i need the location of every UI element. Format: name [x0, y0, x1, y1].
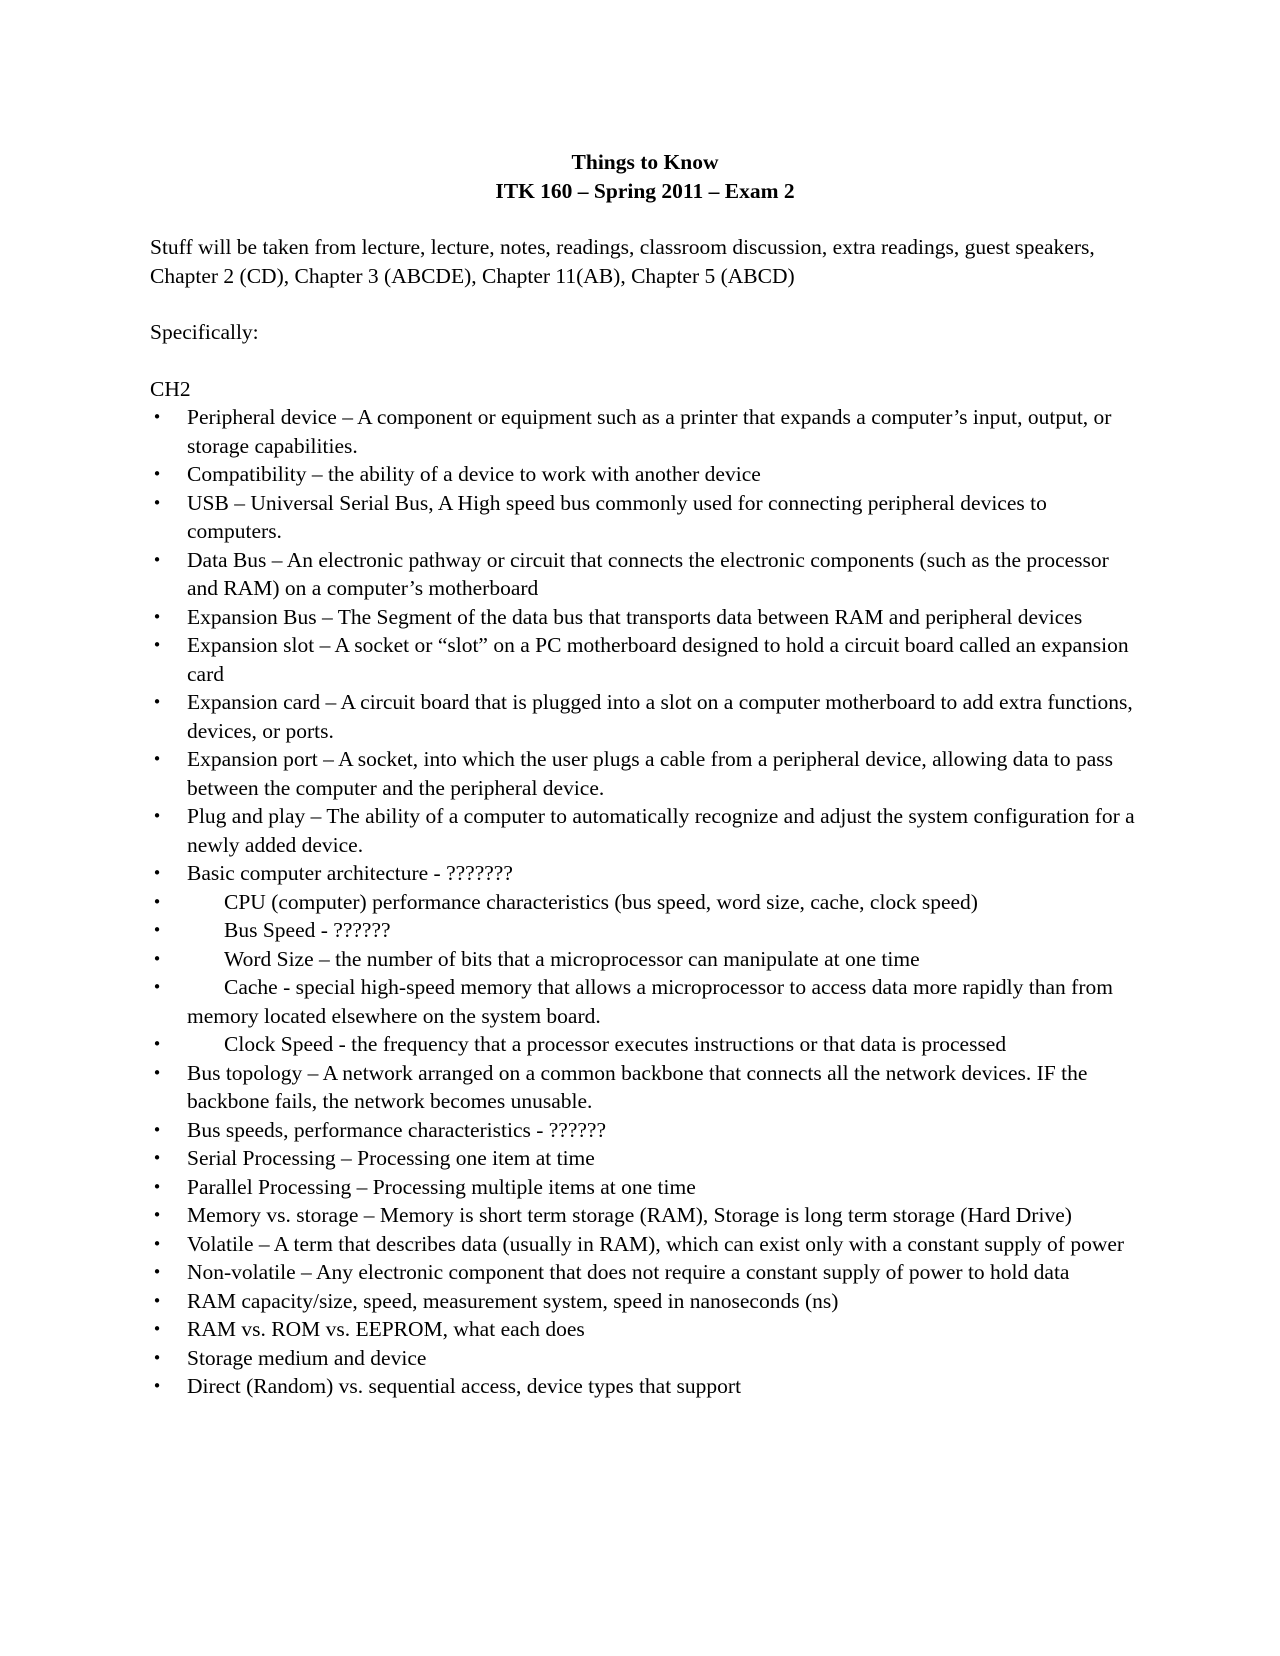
- list-item: • Basic computer architecture - ???????: [150, 859, 1140, 888]
- list-item: • Bus Speed - ??????: [150, 916, 1140, 945]
- bullet-icon: •: [152, 978, 162, 996]
- list-item: • USB – Universal Serial Bus, A High speed bus commonly used for connecting peripheral devices to computers.: [150, 489, 1140, 546]
- list-item: • Clock Speed - the frequency that a processor executes instructions or that data is processed: [150, 1030, 1140, 1059]
- bullet-icon: •: [152, 1320, 162, 1338]
- bullet-icon: •: [152, 807, 162, 825]
- bullet-icon: •: [152, 693, 162, 711]
- document-title: Things to Know: [571, 150, 719, 174]
- list-item: • Peripheral device – A component or equipment such as a printer that expands a computer’s input, output, or storage capabilities.: [150, 403, 1140, 460]
- list-item: • Expansion slot – A socket or “slot” on a PC motherboard designed to hold a circuit board called an expansion card: [150, 631, 1140, 688]
- intro-paragraph: Stuff will be taken from lecture, lecture, notes, readings, classroom discussion, extra readings, guest speakers, Chapter 2 (CD), Chapter 3 (ABCDE), Chapter 11(AB), Chapter 5 (ABCD): [150, 235, 1095, 288]
- bullet-icon: •: [152, 550, 162, 569]
- list-item: • Volatile – A term that describes data (usually in RAM), which can exist only with a constant supply of power: [150, 1230, 1140, 1259]
- document-subtitle: ITK 160 – Spring 2011 – Exam 2: [495, 178, 795, 203]
- specifically-label: Specifically:: [150, 320, 259, 344]
- bullet-icon: •: [152, 1177, 162, 1196]
- list-item: • Memory vs. storage – Memory is short term storage (RAM), Storage is long term storage (Hard Drive): [150, 1201, 1140, 1230]
- list-item: • Expansion card – A circuit board that is plugged into a slot on a computer motherboard to add extra functions, devices, or ports.: [150, 688, 1140, 745]
- bullet-icon: •: [152, 636, 162, 654]
- list-item: • Storage medium and device: [150, 1344, 1140, 1373]
- bullet-icon: •: [152, 864, 162, 882]
- bullet-icon: •: [152, 1063, 162, 1082]
- list-item: • RAM capacity/size, speed, measurement system, speed in nanoseconds (ns): [150, 1287, 1140, 1316]
- bullet-icon: •: [152, 1263, 162, 1281]
- bullet-list: [150, 403, 1140, 1401]
- bullet-icon: •: [152, 1120, 162, 1139]
- list-item: • Serial Processing – Processing one item at time: [150, 1144, 1140, 1173]
- bullet-icon: •: [152, 1348, 162, 1367]
- document-page: [150, 148, 1140, 1401]
- chapter-heading: CH2: [150, 376, 191, 401]
- bullet-icon: •: [152, 607, 162, 626]
- bullet-icon: •: [152, 408, 162, 426]
- list-item: • Compatibility – the ability of a device to work with another device: [150, 460, 1140, 489]
- list-item: • Bus topology – A network arranged on a common backbone that connects all the network devices. IF the backbone fails, the network becomes unusable.: [150, 1059, 1140, 1116]
- bullet-icon: •: [152, 1291, 162, 1310]
- bullet-icon: •: [152, 750, 162, 768]
- bullet-icon: •: [152, 1206, 162, 1224]
- bullet-icon: •: [152, 1377, 162, 1395]
- bullet-icon: •: [152, 892, 162, 911]
- bullet-icon: •: [152, 949, 162, 968]
- list-item: • Expansion Bus – The Segment of the data bus that transports data between RAM and peripheral devices: [150, 603, 1140, 632]
- list-item: • RAM vs. ROM vs. EEPROM, what each does: [150, 1315, 1140, 1344]
- list-item: • Cache - special high-speed memory that allows a microprocessor to access data more rapidly than from memory located elsewhere on the system board.: [150, 973, 1140, 1030]
- list-item: • CPU (computer) performance characteristics (bus speed, word size, cache, clock speed): [150, 888, 1140, 917]
- bullet-icon: •: [152, 1234, 162, 1253]
- bullet-icon: •: [152, 465, 162, 483]
- list-item: • Parallel Processing – Processing multiple items at one time: [150, 1173, 1140, 1202]
- bullet-icon: •: [152, 921, 162, 939]
- list-item: • Non-volatile – Any electronic component that does not require a constant supply of power to hold data: [150, 1258, 1140, 1287]
- list-item: • Expansion port – A socket, into which the user plugs a cable from a peripheral device, allowing data to pass between the computer and the peripheral device.: [150, 745, 1140, 802]
- bullet-icon: •: [152, 1035, 162, 1053]
- bullet-icon: •: [152, 493, 162, 512]
- list-item: • Plug and play – The ability of a computer to automatically recognize and adjust the system configuration for a newly added device.: [150, 802, 1140, 859]
- list-item: • Bus speeds, performance characteristics - ??????: [150, 1116, 1140, 1145]
- list-item: • Direct (Random) vs. sequential access, device types that support: [150, 1372, 1140, 1401]
- bullet-icon: •: [152, 1149, 162, 1167]
- list-item: • Word Size – the number of bits that a microprocessor can manipulate at one time: [150, 945, 1140, 974]
- list-item: • Data Bus – An electronic pathway or circuit that connects the electronic components (such as the processor and RAM) on a computer’s motherboard: [150, 546, 1140, 603]
